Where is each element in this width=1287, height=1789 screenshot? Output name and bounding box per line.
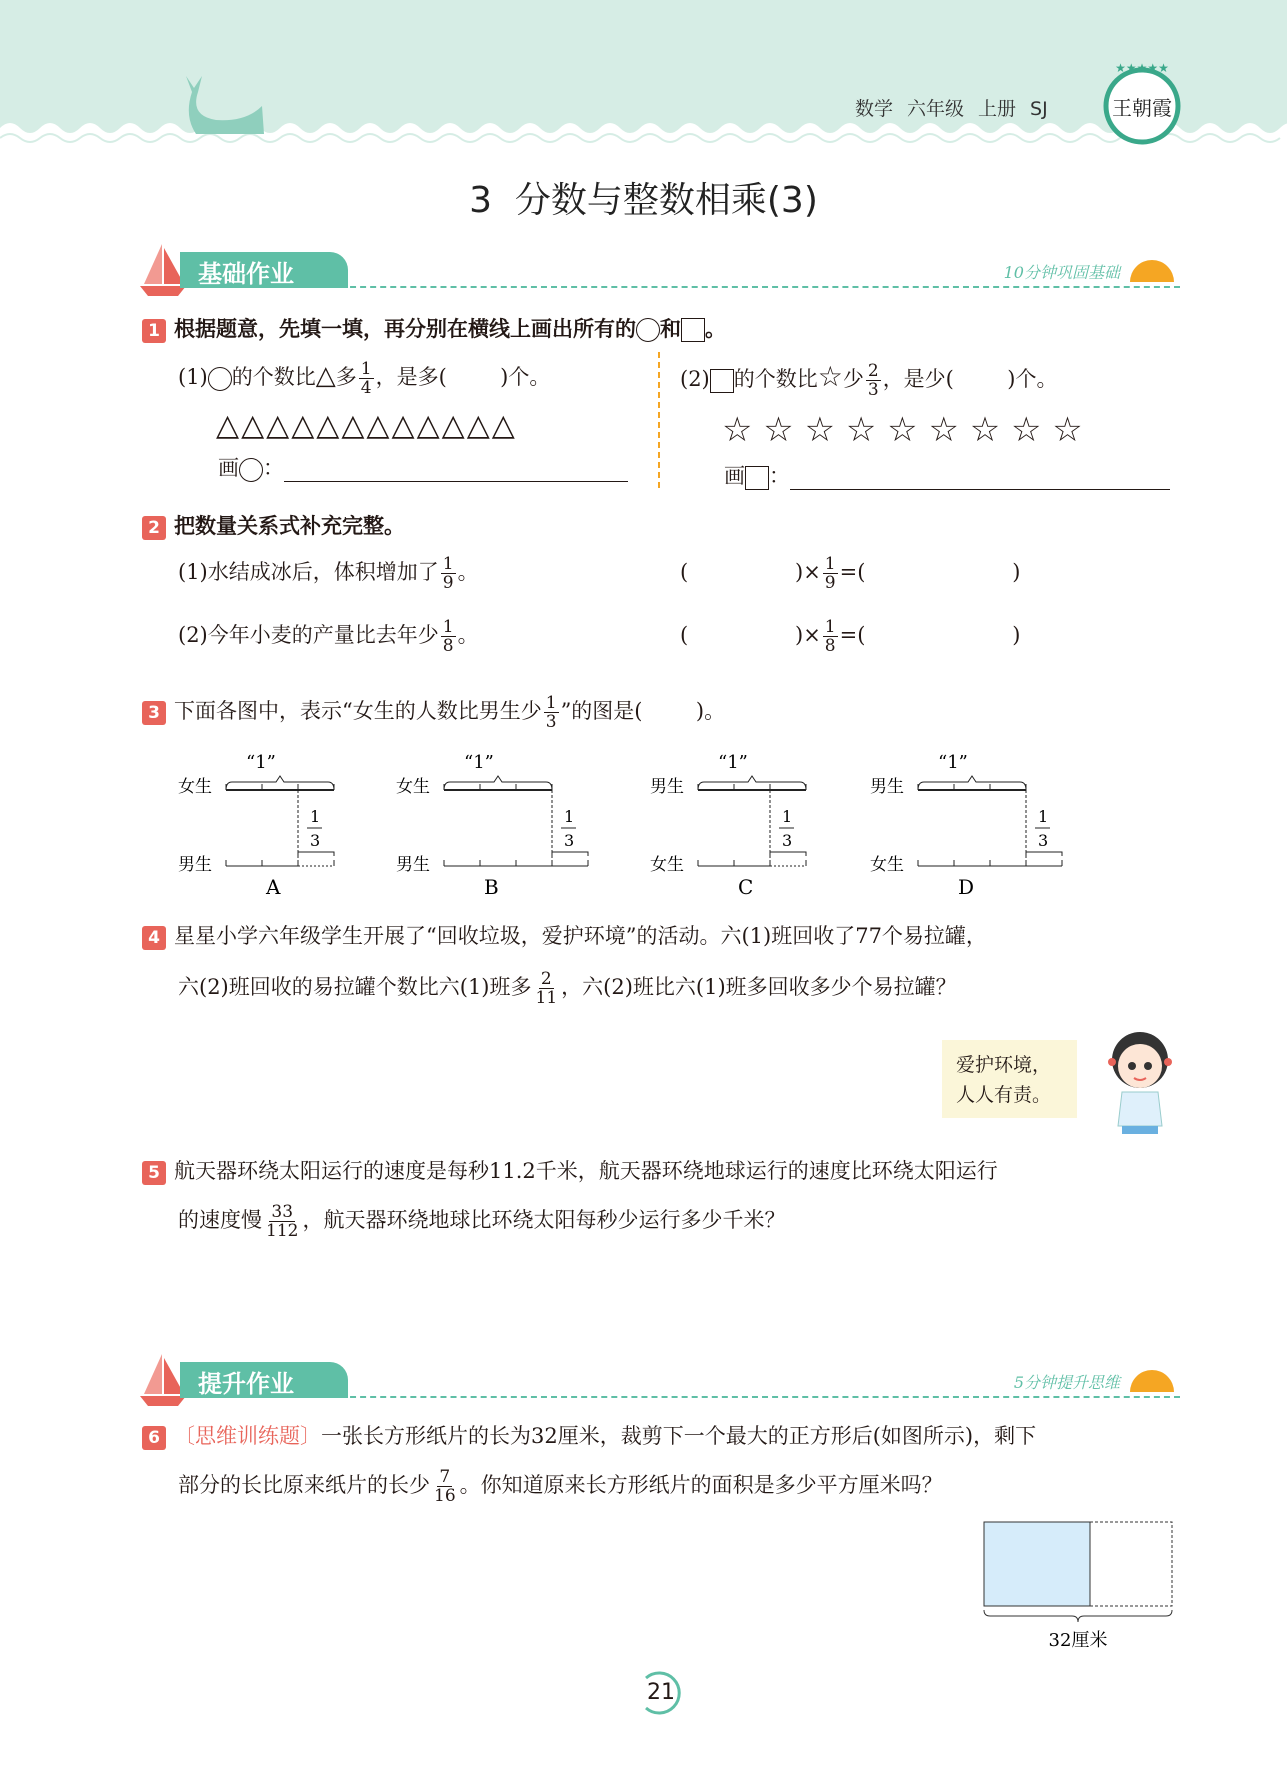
bar-diagram-b[interactable]	[394, 748, 594, 898]
question-number: 3	[142, 701, 166, 725]
q1-draw-square	[724, 460, 1170, 490]
section-label: 提升作业	[180, 1362, 348, 1398]
sun-icon	[1130, 260, 1174, 282]
whole-label: “1”	[246, 752, 276, 773]
girl-illustration	[1100, 1026, 1180, 1136]
q1-draw-circle	[218, 452, 628, 482]
top-label: 男生	[870, 777, 904, 797]
text: 六(2)班回收的易拉罐个数比六(1)班多	[178, 975, 532, 999]
label: (1)	[178, 365, 208, 389]
whole-label: “1”	[938, 752, 968, 773]
triangle-icon: △	[315, 361, 336, 391]
triangles-row: △△△△△△△△△△△△	[216, 408, 517, 443]
question-tag: 〔思维训练题〕	[174, 1424, 321, 1448]
text: ，是多( )个。	[375, 365, 551, 389]
subject: 数学	[855, 98, 894, 120]
top-label: 女生	[178, 777, 212, 797]
third-numerator: 1	[310, 807, 321, 826]
text: 。你知道原来长方形纸片的面积是多少平方厘米吗？	[459, 1473, 943, 1497]
length-label: 32厘米	[1048, 1630, 1108, 1651]
q2-formula-1[interactable]	[680, 555, 1020, 592]
whole-label: “1”	[464, 752, 494, 773]
volume: 上册	[978, 98, 1017, 120]
page-number: 21	[647, 1680, 675, 1705]
end: 。	[457, 623, 479, 647]
grade: 六年级	[907, 98, 965, 120]
fraction: $\frac{33}{112}$	[266, 1202, 299, 1241]
blank[interactable]: ( )×	[680, 623, 821, 647]
colon: ：	[769, 464, 790, 488]
question-number: 1	[142, 319, 166, 343]
text: ，航天器环绕地球比环绕太阳每秒少运行多少千米？	[302, 1208, 786, 1232]
section-hint: 10分钟巩固基础	[1003, 263, 1120, 282]
fraction: $\frac{2}{3}$	[867, 361, 879, 400]
text: ”的图是( )。	[560, 699, 726, 723]
rectangle-diagram	[980, 1518, 1180, 1658]
divider	[658, 352, 660, 488]
brand-text: 王朝霞	[1112, 96, 1172, 120]
q2-item-2	[178, 618, 479, 655]
q1-part2	[680, 360, 1057, 399]
stars-row: ☆ ☆ ☆ ☆ ☆ ☆ ☆ ☆ ☆	[722, 410, 1083, 450]
third-denominator: 3	[1038, 831, 1049, 850]
bar-diagram-c[interactable]	[648, 748, 848, 898]
text: ，是少( )个。	[882, 367, 1058, 391]
question-4-line2	[178, 970, 957, 1007]
section-basic-header	[140, 248, 1180, 292]
option-letter: A	[266, 875, 281, 898]
speech-bubble	[942, 1040, 1077, 1118]
text: 部分的长比原来纸片的长少	[178, 1473, 430, 1497]
q1-end: 。	[705, 317, 726, 341]
question-5	[142, 1155, 998, 1185]
question-2	[142, 510, 405, 540]
top-label: 女生	[396, 777, 430, 797]
top-label: 男生	[650, 777, 684, 797]
question-6-line2	[178, 1468, 943, 1505]
whole-label: “1”	[718, 752, 748, 773]
q1-text: 根据题意，先填一填，再分别在横线上画出所有的	[174, 317, 636, 341]
third-numerator: 1	[564, 807, 575, 826]
answer-line[interactable]	[790, 464, 1170, 490]
question-6	[142, 1420, 1036, 1450]
brand-logo	[1102, 60, 1182, 150]
end: 。	[457, 560, 479, 584]
q2-formula-2[interactable]	[680, 618, 1020, 655]
text: 下面各图中，表示“女生的人数比男生少	[174, 699, 542, 723]
fraction: $\frac{1}{4}$	[360, 359, 372, 398]
section-hint: 5分钟提升思维	[1013, 1373, 1120, 1392]
circle-icon	[208, 367, 232, 391]
bar-diagram-a[interactable]	[176, 748, 376, 898]
question-number: 6	[142, 1426, 166, 1450]
svg-text:★★★★★: ★★★★★	[1115, 61, 1169, 75]
square-icon	[710, 369, 734, 393]
text: 一张长方形纸片的长为32厘米，裁剪下一个最大的正方形后(如图所示)，剩下	[321, 1424, 1037, 1448]
section-advanced-header	[140, 1358, 1180, 1402]
bubble-line: 爱护环境，	[956, 1054, 1052, 1076]
bottom-label: 女生	[650, 855, 684, 875]
third-denominator: 3	[782, 831, 793, 850]
question-5-line2	[178, 1203, 785, 1240]
circle-shape-icon	[636, 318, 660, 342]
text: 的速度慢	[178, 1208, 262, 1232]
third-numerator: 1	[782, 807, 793, 826]
blank[interactable]: =( )	[839, 560, 1021, 584]
q1-part1	[178, 360, 550, 397]
text: (2)今年小麦的产量比去年少	[178, 623, 439, 647]
bar-diagram-d[interactable]	[868, 748, 1068, 898]
text: (1)水结成冰后，体积增加了	[178, 560, 439, 584]
text: ，六(2)班比六(1)班多回收多少个易拉罐？	[561, 975, 957, 999]
draw-label: 画	[724, 464, 745, 488]
text: 少	[842, 367, 864, 391]
option-letter: C	[738, 875, 754, 898]
text: 航天器环绕太阳运行的速度是每秒11.2千米，航天器环绕地球运行的速度比环绕太阳运行	[174, 1159, 998, 1183]
header-info	[855, 94, 1062, 121]
text: 的个数比	[733, 367, 818, 391]
q1-and: 和	[660, 317, 681, 341]
section-label: 基础作业	[180, 252, 348, 288]
answer-line[interactable]	[284, 456, 628, 482]
square-shape-icon	[681, 318, 705, 342]
fraction: $\frac{1}{9}$	[824, 554, 836, 593]
bottom-label: 男生	[396, 855, 430, 875]
sun-icon	[1130, 1370, 1174, 1392]
fraction: $\frac{2}{11}$	[535, 969, 558, 1008]
question-number: 2	[142, 516, 166, 540]
bottom-label: 女生	[870, 855, 904, 875]
fraction: $\frac{7}{16}$	[434, 1467, 456, 1506]
third-denominator: 3	[564, 831, 575, 850]
q2-item-1	[178, 555, 479, 592]
whale-icon	[176, 76, 276, 134]
fraction: $\frac{1}{3}$	[545, 693, 557, 732]
colon: ：	[263, 456, 284, 480]
question-number: 5	[142, 1161, 166, 1185]
label: (2)	[680, 367, 710, 391]
question-4	[142, 920, 987, 950]
draw-label: 画	[218, 456, 239, 480]
edition: SJ	[1030, 98, 1048, 120]
q2-text: 把数量关系式补充完整。	[174, 514, 405, 538]
fraction: $\frac{1}{8}$	[442, 617, 454, 656]
option-letter: B	[484, 875, 499, 898]
fraction: $\frac{1}{9}$	[442, 554, 454, 593]
bubble-line: 人人有责。	[956, 1084, 1052, 1106]
blank[interactable]: =( )	[839, 623, 1021, 647]
question-3	[142, 694, 725, 731]
text: 多	[335, 365, 357, 389]
blank[interactable]: ( )×	[680, 560, 821, 584]
fraction: $\frac{1}{8}$	[824, 617, 836, 656]
text: 的个数比	[231, 365, 316, 389]
option-letter: D	[958, 875, 975, 898]
page-title: 3 分数与整数相乘(3)	[469, 180, 818, 221]
third-numerator: 1	[1038, 807, 1049, 826]
third-denominator: 3	[310, 831, 321, 850]
circle-icon	[239, 458, 263, 482]
bottom-label: 男生	[178, 855, 212, 875]
star-icon: ☆	[817, 360, 843, 393]
question-number: 4	[142, 926, 166, 950]
square-icon	[745, 466, 769, 490]
text: 星星小学六年级学生开展了“回收垃圾，爱护环境”的活动。六(1)班回收了77个易拉罐，	[174, 924, 987, 948]
question-1	[142, 313, 726, 343]
